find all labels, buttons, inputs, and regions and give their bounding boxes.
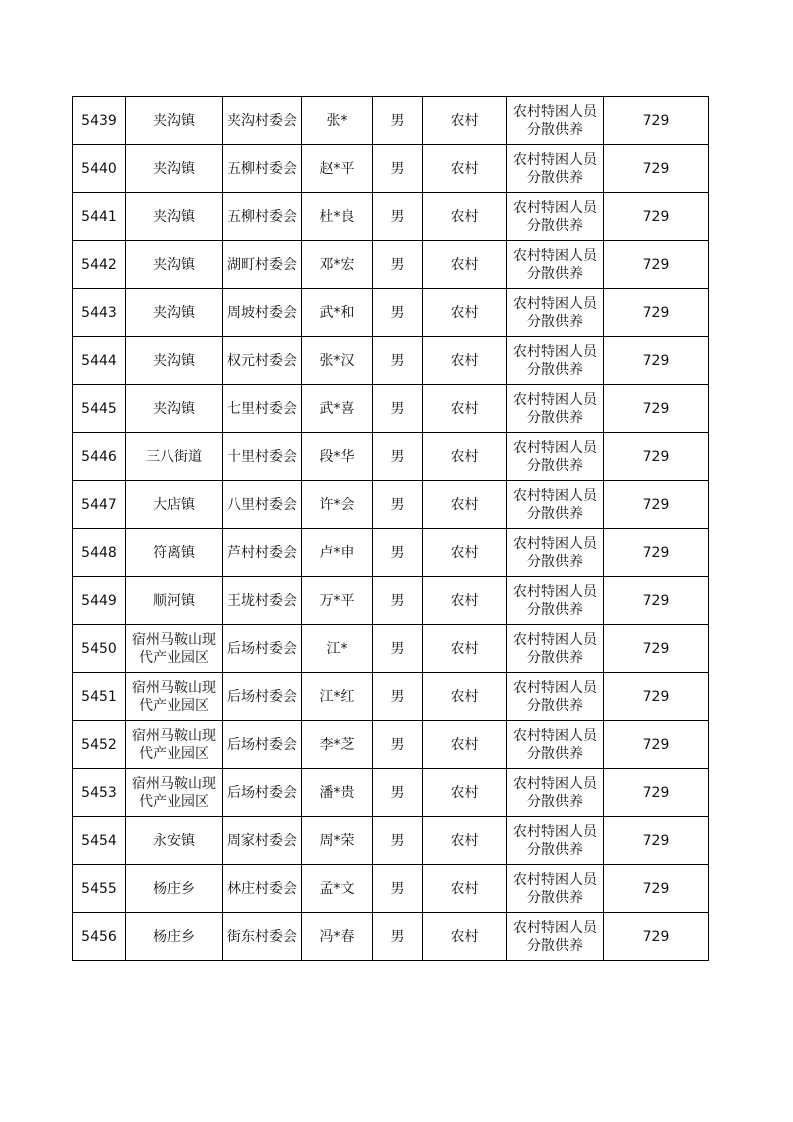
- area-type-cell: 农村: [423, 817, 507, 865]
- support-category-cell: 农村特困人员分散供养: [507, 385, 604, 433]
- gender-cell: 男: [373, 721, 423, 769]
- table-row: [73, 145, 709, 193]
- gender-cell: 男: [373, 289, 423, 337]
- table-row: [73, 337, 709, 385]
- table-row: [73, 577, 709, 625]
- support-category-cell: 农村特困人员分散供养: [507, 577, 604, 625]
- gender-cell: 男: [373, 337, 423, 385]
- town-cell: 夹沟镇: [126, 289, 223, 337]
- town-cell: 夹沟镇: [126, 145, 223, 193]
- record-number: 5445: [73, 385, 126, 433]
- amount-cell: 729: [604, 673, 709, 721]
- record-number: 5446: [73, 433, 126, 481]
- person-name-cell: 江*: [302, 625, 373, 673]
- town-cell: 夹沟镇: [126, 97, 223, 145]
- area-type-cell: 农村: [423, 145, 507, 193]
- town-cell: 杨庄乡: [126, 913, 223, 961]
- table-row: [73, 721, 709, 769]
- support-category-cell: 农村特困人员分散供养: [507, 241, 604, 289]
- amount-cell: 729: [604, 913, 709, 961]
- gender-cell: 男: [373, 385, 423, 433]
- table-row: [73, 529, 709, 577]
- table-row: [73, 769, 709, 817]
- gender-cell: 男: [373, 145, 423, 193]
- gender-cell: 男: [373, 97, 423, 145]
- recipient-table-body: [73, 97, 709, 961]
- gender-cell: 男: [373, 193, 423, 241]
- village-committee-cell: 王垅村委会: [223, 577, 302, 625]
- village-committee-cell: 街东村委会: [223, 913, 302, 961]
- area-type-cell: 农村: [423, 673, 507, 721]
- village-committee-cell: 权元村委会: [223, 337, 302, 385]
- person-name-cell: 江*红: [302, 673, 373, 721]
- area-type-cell: 农村: [423, 625, 507, 673]
- record-number: 5451: [73, 673, 126, 721]
- village-committee-cell: 八里村委会: [223, 481, 302, 529]
- support-category-cell: 农村特困人员分散供养: [507, 769, 604, 817]
- table-row: [73, 241, 709, 289]
- amount-cell: 729: [604, 433, 709, 481]
- town-cell: 三八街道: [126, 433, 223, 481]
- amount-cell: 729: [604, 865, 709, 913]
- gender-cell: 男: [373, 241, 423, 289]
- town-cell: 夹沟镇: [126, 241, 223, 289]
- town-cell: 宿州马鞍山现代产业园区: [126, 673, 223, 721]
- person-name-cell: 卢*申: [302, 529, 373, 577]
- town-cell: 夹沟镇: [126, 193, 223, 241]
- support-category-cell: 农村特困人员分散供养: [507, 625, 604, 673]
- gender-cell: 男: [373, 865, 423, 913]
- gender-cell: 男: [373, 769, 423, 817]
- support-category-cell: 农村特困人员分散供养: [507, 529, 604, 577]
- amount-cell: 729: [604, 529, 709, 577]
- village-committee-cell: 后场村委会: [223, 673, 302, 721]
- area-type-cell: 农村: [423, 481, 507, 529]
- support-category-cell: 农村特困人员分散供养: [507, 289, 604, 337]
- recipient-table: [72, 96, 709, 961]
- amount-cell: 729: [604, 769, 709, 817]
- table-row: [73, 193, 709, 241]
- person-name-cell: 周*荣: [302, 817, 373, 865]
- support-category-cell: 农村特困人员分散供养: [507, 865, 604, 913]
- support-category-cell: 农村特困人员分散供养: [507, 145, 604, 193]
- record-number: 5443: [73, 289, 126, 337]
- support-category-cell: 农村特困人员分散供养: [507, 193, 604, 241]
- gender-cell: 男: [373, 913, 423, 961]
- table-row: [73, 385, 709, 433]
- amount-cell: 729: [604, 193, 709, 241]
- amount-cell: 729: [604, 721, 709, 769]
- table-row: [73, 433, 709, 481]
- town-cell: 宿州马鞍山现代产业园区: [126, 721, 223, 769]
- village-committee-cell: 湖町村委会: [223, 241, 302, 289]
- gender-cell: 男: [373, 433, 423, 481]
- support-category-cell: 农村特困人员分散供养: [507, 673, 604, 721]
- village-committee-cell: 周家村委会: [223, 817, 302, 865]
- support-category-cell: 农村特困人员分散供养: [507, 97, 604, 145]
- table-row: [73, 481, 709, 529]
- village-committee-cell: 后场村委会: [223, 769, 302, 817]
- record-number: 5450: [73, 625, 126, 673]
- village-committee-cell: 林庄村委会: [223, 865, 302, 913]
- person-name-cell: 李*芝: [302, 721, 373, 769]
- person-name-cell: 段*华: [302, 433, 373, 481]
- village-committee-cell: 周坡村委会: [223, 289, 302, 337]
- area-type-cell: 农村: [423, 769, 507, 817]
- table-row: [73, 289, 709, 337]
- record-number: 5439: [73, 97, 126, 145]
- person-name-cell: 邓*宏: [302, 241, 373, 289]
- table-row: [73, 625, 709, 673]
- area-type-cell: 农村: [423, 529, 507, 577]
- area-type-cell: 农村: [423, 289, 507, 337]
- record-number: 5442: [73, 241, 126, 289]
- village-committee-cell: 夹沟村委会: [223, 97, 302, 145]
- amount-cell: 729: [604, 385, 709, 433]
- gender-cell: 男: [373, 577, 423, 625]
- person-name-cell: 潘*贵: [302, 769, 373, 817]
- record-number: 5453: [73, 769, 126, 817]
- record-number: 5447: [73, 481, 126, 529]
- gender-cell: 男: [373, 481, 423, 529]
- record-number: 5452: [73, 721, 126, 769]
- area-type-cell: 农村: [423, 193, 507, 241]
- area-type-cell: 农村: [423, 433, 507, 481]
- gender-cell: 男: [373, 817, 423, 865]
- gender-cell: 男: [373, 625, 423, 673]
- area-type-cell: 农村: [423, 577, 507, 625]
- person-name-cell: 万*平: [302, 577, 373, 625]
- table-row: [73, 865, 709, 913]
- record-number: 5449: [73, 577, 126, 625]
- amount-cell: 729: [604, 97, 709, 145]
- village-committee-cell: 芦村村委会: [223, 529, 302, 577]
- village-committee-cell: 七里村委会: [223, 385, 302, 433]
- village-committee-cell: 后场村委会: [223, 721, 302, 769]
- area-type-cell: 农村: [423, 385, 507, 433]
- village-committee-cell: 后场村委会: [223, 625, 302, 673]
- area-type-cell: 农村: [423, 721, 507, 769]
- town-cell: 夹沟镇: [126, 385, 223, 433]
- person-name-cell: 孟*文: [302, 865, 373, 913]
- amount-cell: 729: [604, 145, 709, 193]
- table-row: [73, 913, 709, 961]
- town-cell: 宿州马鞍山现代产业园区: [126, 625, 223, 673]
- record-number: 5440: [73, 145, 126, 193]
- person-name-cell: 许*会: [302, 481, 373, 529]
- area-type-cell: 农村: [423, 337, 507, 385]
- area-type-cell: 农村: [423, 97, 507, 145]
- amount-cell: 729: [604, 625, 709, 673]
- record-number: 5456: [73, 913, 126, 961]
- person-name-cell: 冯*春: [302, 913, 373, 961]
- table-row: [73, 97, 709, 145]
- record-number: 5444: [73, 337, 126, 385]
- record-number: 5441: [73, 193, 126, 241]
- record-number: 5455: [73, 865, 126, 913]
- town-cell: 杨庄乡: [126, 865, 223, 913]
- town-cell: 夹沟镇: [126, 337, 223, 385]
- support-category-cell: 农村特困人员分散供养: [507, 481, 604, 529]
- gender-cell: 男: [373, 529, 423, 577]
- support-category-cell: 农村特困人员分散供养: [507, 433, 604, 481]
- area-type-cell: 农村: [423, 913, 507, 961]
- person-name-cell: 张*汉: [302, 337, 373, 385]
- record-number: 5448: [73, 529, 126, 577]
- town-cell: 永安镇: [126, 817, 223, 865]
- town-cell: 顺河镇: [126, 577, 223, 625]
- amount-cell: 729: [604, 337, 709, 385]
- amount-cell: 729: [604, 289, 709, 337]
- support-category-cell: 农村特困人员分散供养: [507, 721, 604, 769]
- village-committee-cell: 十里村委会: [223, 433, 302, 481]
- town-cell: 符离镇: [126, 529, 223, 577]
- person-name-cell: 武*喜: [302, 385, 373, 433]
- village-committee-cell: 五柳村委会: [223, 145, 302, 193]
- support-category-cell: 农村特困人员分散供养: [507, 913, 604, 961]
- town-cell: 大店镇: [126, 481, 223, 529]
- person-name-cell: 武*和: [302, 289, 373, 337]
- amount-cell: 729: [604, 817, 709, 865]
- amount-cell: 729: [604, 241, 709, 289]
- gender-cell: 男: [373, 673, 423, 721]
- record-number: 5454: [73, 817, 126, 865]
- person-name-cell: 赵*平: [302, 145, 373, 193]
- person-name-cell: 杜*良: [302, 193, 373, 241]
- support-category-cell: 农村特困人员分散供养: [507, 817, 604, 865]
- area-type-cell: 农村: [423, 241, 507, 289]
- support-category-cell: 农村特困人员分散供养: [507, 337, 604, 385]
- table-row: [73, 673, 709, 721]
- town-cell: 宿州马鞍山现代产业园区: [126, 769, 223, 817]
- amount-cell: 729: [604, 481, 709, 529]
- table-row: [73, 817, 709, 865]
- amount-cell: 729: [604, 577, 709, 625]
- person-name-cell: 张*: [302, 97, 373, 145]
- village-committee-cell: 五柳村委会: [223, 193, 302, 241]
- area-type-cell: 农村: [423, 865, 507, 913]
